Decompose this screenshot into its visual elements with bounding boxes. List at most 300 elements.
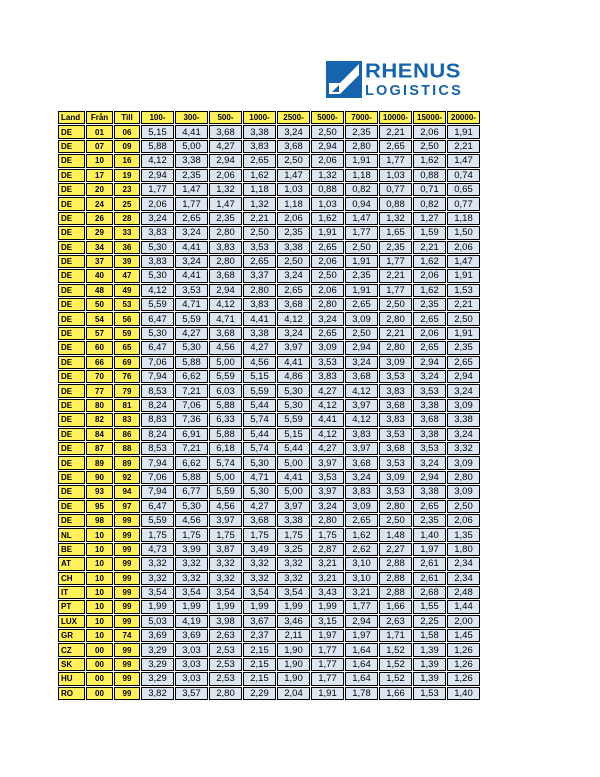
rate-cell: 3,15 xyxy=(311,615,344,628)
rate-cell: 4,27 xyxy=(311,384,344,397)
from-cell: 34 xyxy=(86,241,113,254)
from-cell: 10 xyxy=(86,154,113,167)
rate-cell: 2,50 xyxy=(277,255,310,268)
rate-cell: 3,49 xyxy=(243,543,276,556)
rate-cell: 2,63 xyxy=(379,615,412,628)
rate-cell: 1,26 xyxy=(447,658,480,671)
rate-cell: 5,59 xyxy=(243,384,276,397)
land-cell: DE xyxy=(58,169,85,182)
rate-cell: 3,10 xyxy=(345,572,378,585)
land-cell: DE xyxy=(58,154,85,167)
till-cell: 99 xyxy=(114,572,140,585)
rhenus-emblem-icon xyxy=(326,61,362,98)
rate-cell: 3,54 xyxy=(141,586,174,599)
rate-cell: 3,32 xyxy=(175,557,208,570)
rate-cell: 3,24 xyxy=(413,456,446,469)
rate-cell: 5,15 xyxy=(243,370,276,383)
till-cell: 49 xyxy=(114,284,140,297)
rate-cell: 1,99 xyxy=(175,600,208,613)
rate-cell: 1,53 xyxy=(447,284,480,297)
rate-cell: 0,88 xyxy=(413,169,446,182)
rate-cell: 1,32 xyxy=(311,169,344,182)
land-cell: GR xyxy=(58,629,85,642)
rate-cell: 5,59 xyxy=(209,485,242,498)
rate-cell: 1,55 xyxy=(413,600,446,613)
land-cell: DE xyxy=(58,413,85,426)
till-cell: 79 xyxy=(114,384,140,397)
rate-cell: 5,74 xyxy=(243,413,276,426)
rate-cell: 2,87 xyxy=(311,543,344,556)
rate-cell: 2,53 xyxy=(209,672,242,685)
rate-cell: 3,38 xyxy=(277,241,310,254)
rate-row-de-54 xyxy=(58,312,480,325)
rate-cell: 3,53 xyxy=(379,370,412,383)
rate-cell: 1,90 xyxy=(277,658,310,671)
rate-cell: 4,56 xyxy=(209,500,242,513)
rate-cell: 5,00 xyxy=(209,471,242,484)
rate-cell: 1,91 xyxy=(447,327,480,340)
rhenus-logistics-logo xyxy=(326,61,463,99)
rate-cell: 4,71 xyxy=(175,298,208,311)
rate-cell: 3,97 xyxy=(311,456,344,469)
land-cell: DE xyxy=(58,140,85,153)
rate-cell: 6,91 xyxy=(175,428,208,441)
rate-cell: 1,40 xyxy=(447,687,480,700)
rate-cell: 7,94 xyxy=(141,485,174,498)
rate-cell: 3,03 xyxy=(175,658,208,671)
rate-cell: 2,06 xyxy=(209,169,242,182)
rate-cell: 1,39 xyxy=(413,658,446,671)
rate-cell: 2,61 xyxy=(413,572,446,585)
rate-cell: 2,80 xyxy=(447,471,480,484)
rate-cell: 1,64 xyxy=(345,672,378,685)
rate-cell: 2,65 xyxy=(447,356,480,369)
rate-cell: 7,94 xyxy=(141,370,174,383)
till-cell: 19 xyxy=(114,169,140,182)
till-cell: 69 xyxy=(114,356,140,369)
rate-cell: 3,68 xyxy=(345,456,378,469)
land-cell: DE xyxy=(58,384,85,397)
till-cell: 33 xyxy=(114,226,140,239)
rate-row-de-10 xyxy=(58,154,480,167)
column-header-5000: 5000- xyxy=(311,111,344,124)
rate-cell: 2,94 xyxy=(141,169,174,182)
rate-cell: 1,59 xyxy=(413,226,446,239)
rate-cell: 3,09 xyxy=(311,341,344,354)
rate-cell: 5,88 xyxy=(209,428,242,441)
rate-cell: 3,46 xyxy=(277,615,310,628)
rate-cell: 1,75 xyxy=(175,528,208,541)
rate-cell: 1,62 xyxy=(345,528,378,541)
rate-cell: 3,09 xyxy=(447,485,480,498)
rate-cell: 2,29 xyxy=(243,687,276,700)
rate-cell: 3,24 xyxy=(311,500,344,513)
rate-cell: 5,30 xyxy=(141,269,174,282)
rate-cell: 1,18 xyxy=(277,197,310,210)
rate-cell: 3,24 xyxy=(345,471,378,484)
from-cell: 98 xyxy=(86,514,113,527)
rate-cell: 0,88 xyxy=(379,197,412,210)
rate-cell: 2,94 xyxy=(311,140,344,153)
rate-cell: 2,80 xyxy=(345,140,378,153)
rate-cell: 3,67 xyxy=(243,615,276,628)
till-cell: 86 xyxy=(114,428,140,441)
rate-cell: 1,77 xyxy=(175,197,208,210)
till-cell: 99 xyxy=(114,600,140,613)
land-cell: DE xyxy=(58,269,85,282)
rate-cell: 3,32 xyxy=(243,572,276,585)
rate-cell: 1,77 xyxy=(141,183,174,196)
rate-cell: 1,32 xyxy=(243,197,276,210)
rate-cell: 1,64 xyxy=(345,658,378,671)
rate-row-de-89 xyxy=(58,456,480,469)
land-cell: DE xyxy=(58,500,85,513)
land-cell: DE xyxy=(58,197,85,210)
rate-cell: 3,54 xyxy=(175,586,208,599)
rate-cell: 2,50 xyxy=(243,226,276,239)
till-cell: 28 xyxy=(114,212,140,225)
rate-cell: 3,24 xyxy=(175,226,208,239)
rate-row-de-66 xyxy=(58,356,480,369)
rate-cell: 3,68 xyxy=(413,413,446,426)
rate-cell: 2,80 xyxy=(311,514,344,527)
till-cell: 99 xyxy=(114,528,140,541)
rate-cell: 4,27 xyxy=(243,500,276,513)
rate-cell: 7,06 xyxy=(175,399,208,412)
land-cell: PT xyxy=(58,600,85,613)
rate-cell: 2,06 xyxy=(413,269,446,282)
column-header-1000: 1000- xyxy=(243,111,276,124)
rate-row-de-60 xyxy=(58,341,480,354)
rate-cell: 5,44 xyxy=(243,428,276,441)
rate-cell: 2,35 xyxy=(175,169,208,182)
rate-cell: 3,53 xyxy=(379,456,412,469)
rate-cell: 5,59 xyxy=(141,298,174,311)
rate-cell: 4,86 xyxy=(277,370,310,383)
column-header-500: 500- xyxy=(209,111,242,124)
from-cell: 10 xyxy=(86,557,113,570)
rate-cell: 2,06 xyxy=(413,125,446,138)
rate-cell: 1,62 xyxy=(311,212,344,225)
from-cell: 24 xyxy=(86,197,113,210)
till-cell: 76 xyxy=(114,370,140,383)
rate-cell: 3,24 xyxy=(277,327,310,340)
rate-cell: 3,68 xyxy=(209,125,242,138)
till-cell: 94 xyxy=(114,485,140,498)
rate-cell: 2,50 xyxy=(413,140,446,153)
till-cell: 59 xyxy=(114,327,140,340)
from-cell: 10 xyxy=(86,543,113,556)
rate-cell: 1,99 xyxy=(311,600,344,613)
till-cell: 36 xyxy=(114,241,140,254)
rate-row-sk-00 xyxy=(58,658,480,671)
rate-cell: 5,44 xyxy=(243,399,276,412)
rate-cell: 3,24 xyxy=(277,125,310,138)
rate-cell: 4,12 xyxy=(277,312,310,325)
rate-cell: 3,25 xyxy=(277,543,310,556)
rate-cell: 3,29 xyxy=(141,672,174,685)
till-cell: 89 xyxy=(114,456,140,469)
rate-cell: 3,83 xyxy=(345,485,378,498)
rate-cell: 1,66 xyxy=(379,600,412,613)
rate-cell: 2,21 xyxy=(379,125,412,138)
rate-row-de-57 xyxy=(58,327,480,340)
rate-cell: 1,26 xyxy=(447,672,480,685)
rate-cell: 4,41 xyxy=(277,471,310,484)
rate-cell: 1,91 xyxy=(345,284,378,297)
rate-cell: 3,53 xyxy=(413,384,446,397)
rate-cell: 1,71 xyxy=(379,629,412,642)
rate-row-de-90 xyxy=(58,471,480,484)
land-cell: DE xyxy=(58,485,85,498)
rate-cell: 5,30 xyxy=(277,384,310,397)
rate-cell: 3,21 xyxy=(345,586,378,599)
land-cell: SK xyxy=(58,658,85,671)
rate-cell: 1,77 xyxy=(345,226,378,239)
rate-cell: 1,52 xyxy=(379,643,412,656)
from-cell: 10 xyxy=(86,586,113,599)
rate-cell: 4,12 xyxy=(141,154,174,167)
rate-cell: 7,36 xyxy=(175,413,208,426)
rate-cell: 2,80 xyxy=(209,226,242,239)
rate-cell: 2,35 xyxy=(447,341,480,354)
from-cell: 10 xyxy=(86,572,113,585)
rate-cell: 2,50 xyxy=(277,154,310,167)
rate-cell: 8,24 xyxy=(141,428,174,441)
rate-cell: 1,75 xyxy=(141,528,174,541)
rate-cell: 1,77 xyxy=(311,643,344,656)
rate-cell: 1,47 xyxy=(447,154,480,167)
rate-cell: 3,38 xyxy=(175,154,208,167)
rate-cell: 5,00 xyxy=(209,356,242,369)
rate-cell: 5,30 xyxy=(141,327,174,340)
rate-cell: 1,77 xyxy=(345,600,378,613)
till-cell: 99 xyxy=(114,687,140,700)
rate-cell: 2,80 xyxy=(243,284,276,297)
rate-cell: 0,77 xyxy=(447,197,480,210)
rate-cell: 2,21 xyxy=(447,140,480,153)
rate-cell: 2,80 xyxy=(379,500,412,513)
from-cell: 77 xyxy=(86,384,113,397)
rate-cell: 1,62 xyxy=(413,255,446,268)
from-cell: 00 xyxy=(86,687,113,700)
rate-cell: 3,53 xyxy=(311,471,344,484)
rate-row-de-17 xyxy=(58,169,480,182)
rate-cell: 6,62 xyxy=(175,456,208,469)
till-cell: 81 xyxy=(114,399,140,412)
rate-cell: 1,50 xyxy=(447,226,480,239)
rate-row-de-84 xyxy=(58,428,480,441)
rate-cell: 4,12 xyxy=(141,284,174,297)
rate-cell: 3,83 xyxy=(141,255,174,268)
rate-cell: 1,99 xyxy=(209,600,242,613)
rate-cell: 3,32 xyxy=(175,572,208,585)
rate-cell: 5,00 xyxy=(277,485,310,498)
rate-cell: 2,11 xyxy=(277,629,310,642)
rate-row-de-87 xyxy=(58,442,480,455)
rate-cell: 2,04 xyxy=(277,687,310,700)
rate-cell: 4,41 xyxy=(175,269,208,282)
rate-row-lux-10 xyxy=(58,615,480,628)
rate-cell: 2,15 xyxy=(243,658,276,671)
rate-cell: 3,83 xyxy=(243,298,276,311)
rate-cell: 2,27 xyxy=(379,543,412,556)
rate-cell: 2,65 xyxy=(311,241,344,254)
rate-cell: 3,97 xyxy=(311,485,344,498)
rate-cell: 0,77 xyxy=(379,183,412,196)
rate-cell: 4,12 xyxy=(345,384,378,397)
rate-cell: 1,47 xyxy=(277,169,310,182)
rate-cell: 2,06 xyxy=(447,514,480,527)
till-cell: 09 xyxy=(114,140,140,153)
rate-cell: 3,32 xyxy=(141,557,174,570)
rate-cell: 6,77 xyxy=(175,485,208,498)
till-cell: 47 xyxy=(114,269,140,282)
rate-cell: 3,38 xyxy=(243,125,276,138)
land-cell: DE xyxy=(58,341,85,354)
rate-row-de-98 xyxy=(58,514,480,527)
rate-cell: 3,54 xyxy=(209,586,242,599)
rate-cell: 6,47 xyxy=(141,341,174,354)
rate-cell: 1,64 xyxy=(345,643,378,656)
rate-cell: 1,62 xyxy=(413,284,446,297)
rate-row-pt-10 xyxy=(58,600,480,613)
rate-row-hu-00 xyxy=(58,672,480,685)
from-cell: 10 xyxy=(86,600,113,613)
logo-wordmark-rhenus: RHENUS xyxy=(365,59,461,83)
land-cell: CZ xyxy=(58,643,85,656)
rate-cell: 4,41 xyxy=(311,413,344,426)
rate-cell: 2,65 xyxy=(243,255,276,268)
rate-cell: 3,09 xyxy=(379,356,412,369)
rate-cell: 1,91 xyxy=(311,226,344,239)
rate-cell: 2,65 xyxy=(345,298,378,311)
rate-cell: 3,21 xyxy=(311,572,344,585)
rate-cell: 3,32 xyxy=(277,572,310,585)
rate-row-ch-10 xyxy=(58,572,480,585)
rate-cell: 2,06 xyxy=(311,284,344,297)
rate-cell: 2,94 xyxy=(413,471,446,484)
rate-cell: 5,30 xyxy=(175,341,208,354)
rate-cell: 1,62 xyxy=(413,154,446,167)
rate-cell: 3,09 xyxy=(447,456,480,469)
rate-cell: 1,75 xyxy=(243,528,276,541)
rate-cell: 7,06 xyxy=(141,356,174,369)
rate-cell: 3,53 xyxy=(175,284,208,297)
rate-cell: 3,38 xyxy=(413,399,446,412)
from-cell: 60 xyxy=(86,341,113,354)
rate-cell: 2,35 xyxy=(379,241,412,254)
till-cell: 99 xyxy=(114,586,140,599)
rate-cell: 2,53 xyxy=(209,658,242,671)
land-cell: BE xyxy=(58,543,85,556)
rate-cell: 0,88 xyxy=(311,183,344,196)
rate-cell: 2,50 xyxy=(447,312,480,325)
rate-cell: 3,97 xyxy=(277,341,310,354)
rate-cell: 1,40 xyxy=(413,528,446,541)
rate-cell: 3,87 xyxy=(209,543,242,556)
rate-cell: 2,50 xyxy=(345,241,378,254)
rate-cell: 5,00 xyxy=(277,456,310,469)
rate-row-cz-00 xyxy=(58,643,480,656)
column-header-20000: 20000- xyxy=(447,111,480,124)
rate-row-de-95 xyxy=(58,500,480,513)
rate-cell: 3,68 xyxy=(277,298,310,311)
rate-cell: 3,53 xyxy=(379,485,412,498)
rate-cell: 1,77 xyxy=(311,658,344,671)
rate-cell: 1,97 xyxy=(311,629,344,642)
rate-cell: 3,53 xyxy=(243,241,276,254)
rate-cell: 1,75 xyxy=(277,528,310,541)
rate-cell: 1,52 xyxy=(379,658,412,671)
column-header-land: Land xyxy=(58,111,85,124)
land-cell: DE xyxy=(58,471,85,484)
rate-cell: 4,12 xyxy=(209,298,242,311)
rate-cell: 3,38 xyxy=(447,413,480,426)
rate-row-de-26 xyxy=(58,212,480,225)
rate-cell: 2,21 xyxy=(447,298,480,311)
rate-row-ro-00 xyxy=(58,687,480,700)
rate-cell: 4,27 xyxy=(175,327,208,340)
till-cell: 99 xyxy=(114,615,140,628)
rate-cell: 3,03 xyxy=(175,643,208,656)
from-cell: 10 xyxy=(86,615,113,628)
from-cell: 57 xyxy=(86,327,113,340)
rate-cell: 3,09 xyxy=(447,399,480,412)
rate-cell: 3,54 xyxy=(277,586,310,599)
column-header-300: 300- xyxy=(175,111,208,124)
rate-cell: 3,32 xyxy=(277,557,310,570)
rate-cell: 3,53 xyxy=(379,428,412,441)
rate-cell: 0,74 xyxy=(447,169,480,182)
from-cell: 84 xyxy=(86,428,113,441)
rate-cell: 2,68 xyxy=(413,586,446,599)
rate-cell: 1,45 xyxy=(447,629,480,642)
land-cell: DE xyxy=(58,241,85,254)
rate-cell: 3,24 xyxy=(345,356,378,369)
rate-cell: 2,94 xyxy=(413,356,446,369)
rate-cell: 4,41 xyxy=(277,356,310,369)
rate-row-be-10 xyxy=(58,543,480,556)
till-cell: 23 xyxy=(114,183,140,196)
rate-cell: 4,27 xyxy=(209,140,242,153)
rate-cell: 1,99 xyxy=(243,600,276,613)
rate-cell: 2,37 xyxy=(243,629,276,642)
rate-row-de-80 xyxy=(58,399,480,412)
rate-cell: 2,80 xyxy=(379,312,412,325)
rate-cell: 5,74 xyxy=(243,442,276,455)
rate-cell: 1,99 xyxy=(277,600,310,613)
rate-row-de-29 xyxy=(58,226,480,239)
rate-cell: 1,97 xyxy=(345,629,378,642)
rate-cell: 2,65 xyxy=(379,140,412,153)
land-cell: IT xyxy=(58,586,85,599)
from-cell: 48 xyxy=(86,284,113,297)
rate-cell: 3,97 xyxy=(345,399,378,412)
rate-cell: 8,24 xyxy=(141,399,174,412)
rate-cell: 4,56 xyxy=(209,341,242,354)
rate-cell: 3,83 xyxy=(311,370,344,383)
land-cell: DE xyxy=(58,370,85,383)
rate-cell: 1,77 xyxy=(379,255,412,268)
from-cell: 93 xyxy=(86,485,113,498)
column-header-2500: 2500- xyxy=(277,111,310,124)
rate-cell: 3,32 xyxy=(209,572,242,585)
rate-cell: 5,03 xyxy=(141,615,174,628)
rate-cell: 1,39 xyxy=(413,643,446,656)
table-header-row xyxy=(58,111,480,124)
rate-cell: 3,68 xyxy=(243,514,276,527)
